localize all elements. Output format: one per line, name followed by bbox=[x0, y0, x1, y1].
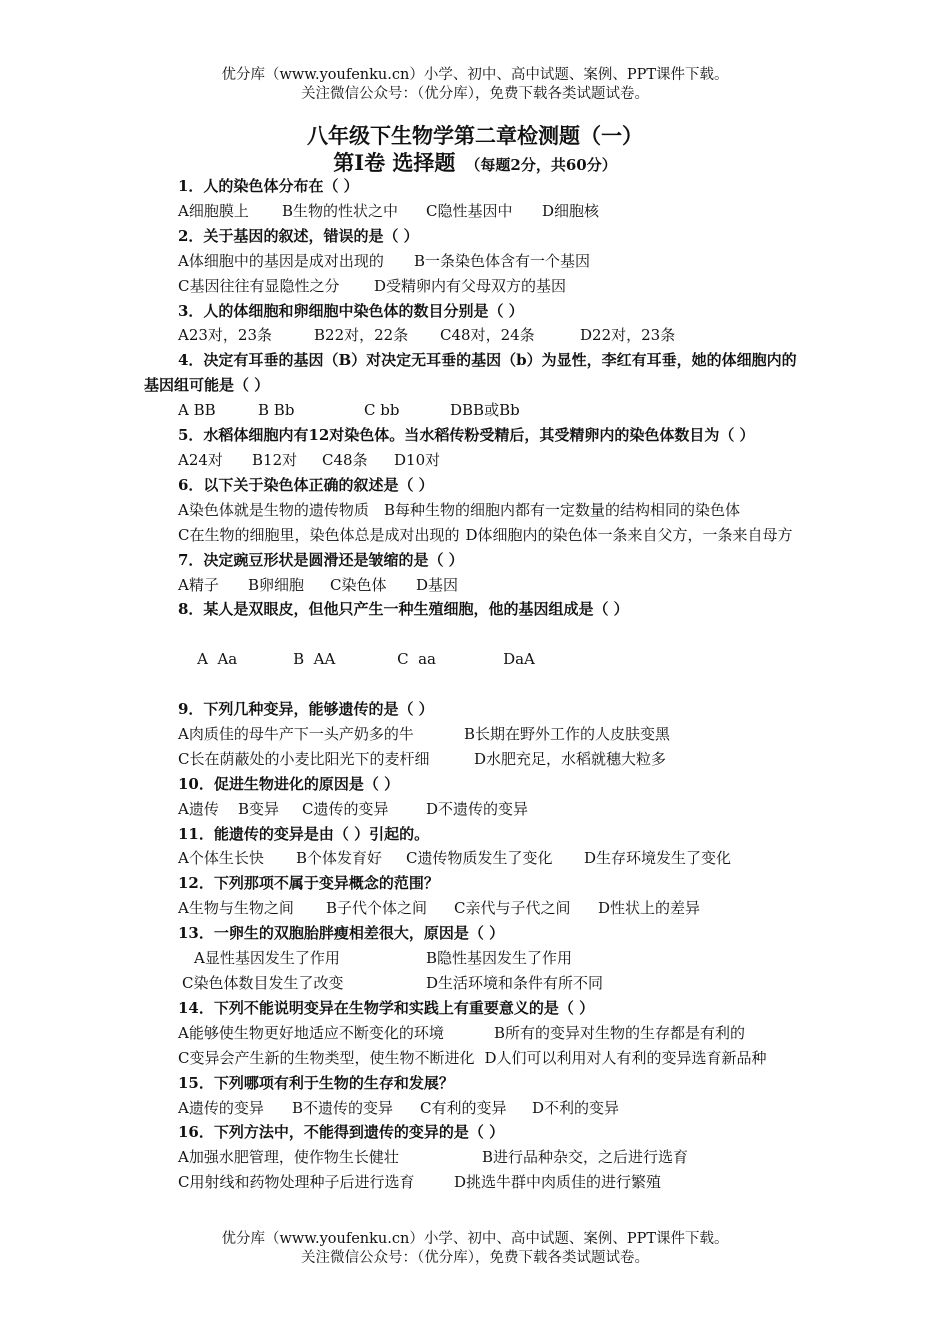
option: C长在荫蔽处的小麦比阳光下的麦杆细 bbox=[178, 749, 430, 768]
footer-line-1: 优分库（www.youfenku.cn）小学、初中、高中试题、案例、PPT课件下载。 bbox=[221, 1231, 729, 1247]
question-stem: 14．下列不能说明变异在生物学和实践上有重要意义的是（ ） bbox=[178, 998, 595, 1017]
option: C48对，24条 bbox=[440, 326, 535, 345]
option: D22对，23条 bbox=[580, 326, 676, 345]
option: C bb bbox=[364, 401, 400, 420]
question-stem: 6．以下关于染色体正确的叙述是（ ） bbox=[178, 475, 434, 494]
option: B每种生物的细胞内都有一定数量的结构相同的染色体 bbox=[384, 500, 741, 519]
option: C遗传的变异 bbox=[302, 799, 389, 818]
option: B Bb bbox=[258, 401, 295, 420]
option: A细胞膜上 bbox=[178, 201, 249, 220]
option: C aa bbox=[397, 650, 436, 669]
option: A显性基因发生了作用 bbox=[194, 949, 340, 968]
option: A加强水肥管理，使作物生长健壮 bbox=[178, 1148, 399, 1167]
option: A肉质佳的母牛产下一头产奶多的牛 bbox=[178, 724, 414, 743]
option: C有利的变异 bbox=[420, 1098, 507, 1117]
option: C变异会产生新的生物类型，使生物不断进化 bbox=[178, 1048, 475, 1067]
option: B隐性基因发生了作用 bbox=[426, 949, 573, 968]
section-title: 第Ⅰ卷 选择题 bbox=[333, 150, 456, 175]
option: C染色体 bbox=[330, 575, 387, 594]
option: C用射线和药物处理种子后进行选育 bbox=[178, 1173, 415, 1192]
question-options bbox=[144, 1021, 810, 1046]
option: B进行品种杂交，之后进行选育 bbox=[482, 1148, 689, 1167]
question-options bbox=[144, 323, 810, 348]
option: DBB或Bb bbox=[450, 401, 520, 420]
page-header bbox=[0, 66, 950, 104]
option: D挑选牛群中肉质佳的进行繁殖 bbox=[454, 1173, 662, 1192]
option: A精子 bbox=[178, 575, 219, 594]
question-options bbox=[144, 747, 810, 772]
option: D不遗传的变异 bbox=[426, 799, 529, 818]
question-options bbox=[144, 846, 810, 871]
header-line-2: 关注微信公众号：（优分库），免费下载各类试题试卷。 bbox=[301, 86, 649, 102]
question-stem: 15．下列哪项有利于生物的生存和发展？ bbox=[178, 1073, 454, 1092]
question-options bbox=[144, 797, 810, 822]
header-line-1: 优分库（www.youfenku.cn）小学、初中、高中试题、案例、PPT课件下载。 bbox=[221, 67, 729, 83]
question-stem: 3．人的体细胞和卵细胞中染色体的数目分别是（ ） bbox=[178, 301, 524, 320]
question-options bbox=[144, 622, 810, 697]
option: B所有的变异对生物的生存都是有利的 bbox=[494, 1023, 746, 1042]
footer-line-2: 关注微信公众号：（优分库），免费下载各类试题试卷。 bbox=[301, 1250, 649, 1266]
question-stem: 8．某人是双眼皮，但他只产生一种生殖细胞，他的基因组成是（ ） bbox=[178, 600, 629, 619]
option: B卵细胞 bbox=[248, 575, 305, 594]
option: C染色体数目发生了改变 bbox=[182, 974, 344, 992]
option: D基因 bbox=[416, 575, 459, 594]
option: D生活环境和条件有所不同 bbox=[426, 974, 604, 992]
question-options bbox=[144, 573, 810, 598]
option: B变异 bbox=[238, 799, 280, 818]
option: A染色体就是生物的遗传物质 bbox=[178, 500, 369, 519]
option: C在生物的细胞里，染色体总是成对出现的 bbox=[178, 525, 460, 544]
option: A24对 bbox=[178, 450, 223, 469]
question-options bbox=[144, 199, 810, 224]
question-options bbox=[144, 1046, 810, 1071]
option: B22对，22条 bbox=[314, 326, 409, 345]
option: C遗传物质发生了变化 bbox=[406, 849, 553, 868]
option: C基因往往有显隐性之分 bbox=[178, 276, 340, 295]
option: C48条 bbox=[322, 450, 368, 469]
option: D水肥充足，水稻就穗大粒多 bbox=[474, 749, 667, 768]
option: D不利的变异 bbox=[532, 1098, 620, 1117]
option: B子代个体之间 bbox=[326, 899, 428, 918]
question-stem: 7．决定豌豆形状是圆滑还是皱缩的是（ ） bbox=[178, 550, 464, 569]
option: A体细胞中的基因是成对出现的 bbox=[178, 251, 384, 270]
option: D受精卵内有父母双方的基因 bbox=[374, 276, 567, 295]
question-stem: 1．人的染色体分布在（ ） bbox=[178, 177, 359, 195]
option: B AA bbox=[293, 650, 336, 669]
section-scoring-note: （每题2分，共60分） bbox=[465, 156, 617, 174]
option: C隐性基因中 bbox=[426, 201, 513, 220]
option: A遗传的变异 bbox=[178, 1098, 264, 1117]
question-options bbox=[144, 274, 810, 299]
question-options bbox=[144, 971, 810, 996]
question-options bbox=[144, 249, 810, 274]
option: A Aa bbox=[197, 650, 238, 669]
question-options bbox=[144, 722, 810, 747]
question-stem: 12．下列那项不属于变异概念的范围？ bbox=[178, 874, 439, 893]
question-options bbox=[144, 398, 810, 423]
question-options bbox=[144, 448, 810, 473]
option: D细胞核 bbox=[542, 201, 600, 220]
question-options bbox=[144, 498, 810, 523]
option: D性状上的差异 bbox=[598, 899, 701, 918]
question-stem: 10．促进生物进化的原因是（ ） bbox=[178, 774, 400, 793]
option: B不遗传的变异 bbox=[292, 1098, 394, 1117]
option: A遗传 bbox=[178, 799, 219, 818]
question-stem: 11．能遗传的变异是由（ ）引起的。 bbox=[178, 824, 430, 843]
option: B个体发育好 bbox=[296, 849, 383, 868]
option: DaA bbox=[503, 650, 535, 669]
option: A23对，23条 bbox=[178, 326, 273, 345]
option: D生存环境发生了变化 bbox=[584, 849, 732, 868]
option: A生物与生物之间 bbox=[178, 899, 294, 918]
option: A BB bbox=[178, 401, 216, 420]
question-options bbox=[144, 896, 810, 921]
option: B12对 bbox=[252, 450, 298, 469]
option: B一条染色体含有一个基因 bbox=[414, 251, 591, 270]
option: C亲代与子代之间 bbox=[454, 899, 571, 918]
document-title: 八年级下生物学第二章检测题（一） bbox=[307, 123, 643, 148]
question-stem: 4．决定有耳垂的基因（B）对决定无耳垂的基因（b）为显性，李红有耳垂，她的体细胞内的基因组可能是（ ） bbox=[144, 351, 797, 395]
question-list bbox=[144, 174, 810, 1195]
page-footer bbox=[0, 1230, 950, 1268]
option: A能够使生物更好地适应不断变化的环境 bbox=[178, 1023, 444, 1042]
question-options bbox=[144, 1096, 810, 1121]
option: B长期在野外工作的人皮肤变黑 bbox=[464, 724, 671, 743]
question-options bbox=[144, 523, 810, 548]
question-options bbox=[144, 946, 810, 971]
option: A个体生长快 bbox=[178, 849, 264, 868]
question-stem: 16．下列方法中，不能得到遗传的变异的是（ ） bbox=[178, 1123, 505, 1142]
question-options bbox=[144, 1170, 810, 1195]
option: D10对 bbox=[394, 450, 441, 469]
option: D人们可以利用对人有利的变异选育新品种 bbox=[484, 1048, 767, 1067]
question-options bbox=[144, 1145, 810, 1170]
question-stem: 2．关于基因的叙述，错误的是（ ） bbox=[178, 226, 419, 245]
option: D体细胞内的染色体一条来自父方，一条来自母方 bbox=[465, 525, 793, 544]
question-stem: 13．一卵生的双胞胎胖瘦相差很大，原因是（ ） bbox=[178, 924, 505, 943]
question-stem: 5．水稻体细胞内有12对染色体。当水稻传粉受精后，其受精卵内的染色体数目为（ ） bbox=[178, 426, 755, 445]
question-stem: 9．下列几种变异，能够遗传的是（ ） bbox=[178, 700, 434, 719]
option: B生物的性状之中 bbox=[282, 201, 399, 220]
